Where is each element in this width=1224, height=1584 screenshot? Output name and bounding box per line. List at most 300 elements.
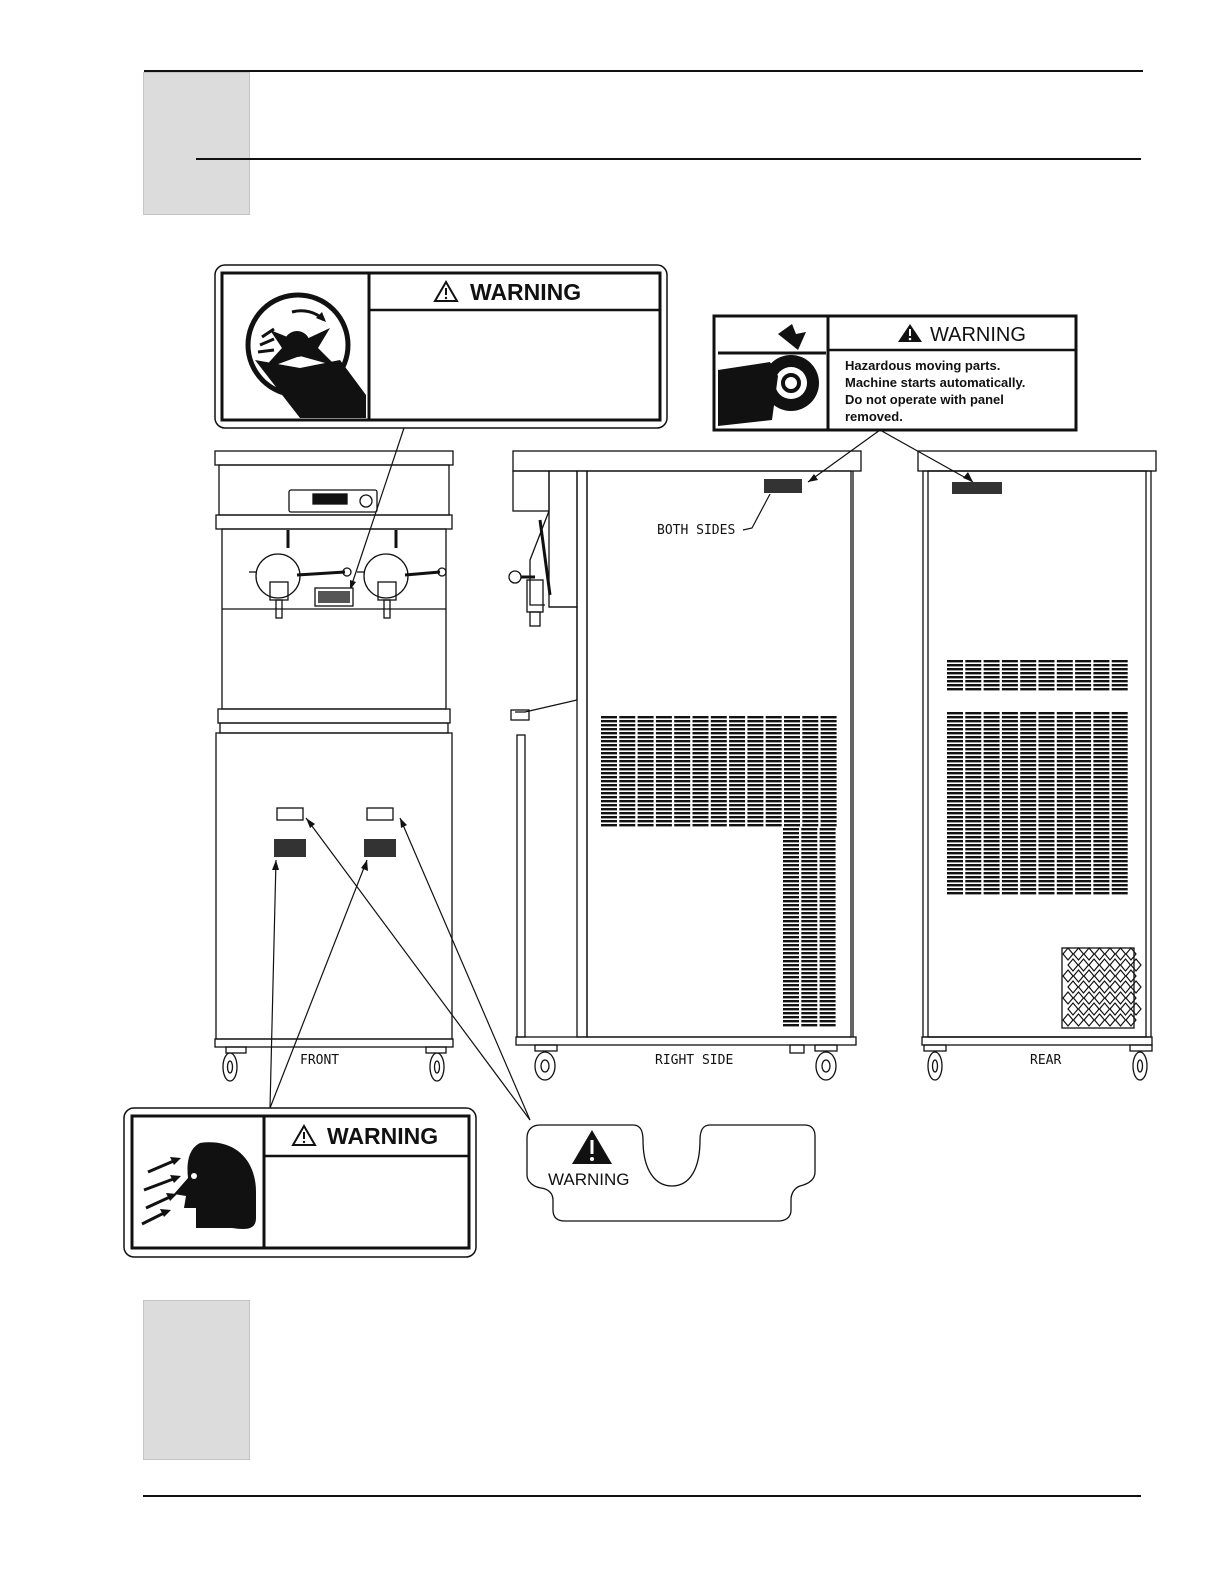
- vent-slot: [729, 824, 745, 826]
- vent-slot: [965, 772, 981, 774]
- vent-slot: [1112, 856, 1128, 858]
- vent-slot: [693, 736, 709, 738]
- vent-slot: [1039, 868, 1055, 870]
- vent-slot: [947, 832, 963, 834]
- vent-slot: [802, 764, 818, 766]
- vent-slot: [984, 792, 1000, 794]
- vent-slot: [766, 788, 782, 790]
- vent-slot: [638, 720, 654, 722]
- vent-slot: [984, 752, 1000, 754]
- vent-slot: [1039, 780, 1055, 782]
- vent-slot: [1093, 844, 1109, 846]
- vent-slot: [766, 740, 782, 742]
- vent-slot: [783, 976, 799, 978]
- vent-slot: [711, 792, 727, 794]
- vent-slot: [801, 984, 817, 986]
- vent-slot: [674, 788, 690, 790]
- vent-slot: [821, 768, 837, 770]
- vent-slot: [821, 736, 837, 738]
- vent-slot: [1057, 748, 1073, 750]
- vent-slot: [947, 848, 963, 850]
- vent-slot: [965, 780, 981, 782]
- vent-slot: [729, 768, 745, 770]
- vent-slot: [729, 720, 745, 722]
- vent-slot: [729, 776, 745, 778]
- vent-slot: [656, 808, 672, 810]
- vent-slot: [821, 720, 837, 722]
- vent-slot: [947, 756, 963, 758]
- vent-slot: [674, 808, 690, 810]
- vent-slot: [1020, 672, 1036, 674]
- rear-vent-grille: [947, 660, 1128, 894]
- vent-slot: [801, 884, 817, 886]
- vent-slot: [1020, 768, 1036, 770]
- vent-slot: [656, 716, 672, 718]
- vent-slot: [1093, 776, 1109, 778]
- vent-slot: [1057, 816, 1073, 818]
- vent-slot: [1075, 844, 1091, 846]
- vent-slot: [1039, 844, 1055, 846]
- vent-slot: [783, 840, 799, 842]
- vent-slot: [747, 824, 763, 826]
- vent-slot: [766, 792, 782, 794]
- vent-slot: [984, 776, 1000, 778]
- vent-slot: [711, 756, 727, 758]
- vent-slot: [1002, 768, 1018, 770]
- vent-slot: [693, 820, 709, 822]
- vent-slot: [783, 920, 799, 922]
- vent-slot: [1039, 788, 1055, 790]
- vent-slot: [729, 800, 745, 802]
- vent-slot: [674, 820, 690, 822]
- vent-slot: [1039, 832, 1055, 834]
- vent-slot: [711, 764, 727, 766]
- vent-slot: [784, 812, 800, 814]
- vent-slot: [601, 820, 617, 822]
- vent-slot: [601, 764, 617, 766]
- vent-slot: [984, 680, 1000, 682]
- vent-slot: [1020, 788, 1036, 790]
- vent-slot: [820, 992, 836, 994]
- vent-slot: [619, 760, 635, 762]
- vent-slot: [783, 1024, 799, 1026]
- vent-slot: [674, 792, 690, 794]
- vent-slot: [747, 748, 763, 750]
- vent-slot: [1075, 668, 1091, 670]
- vent-slot: [601, 800, 617, 802]
- vent-slot: [1112, 792, 1128, 794]
- vent-slot: [1093, 676, 1109, 678]
- vent-slot: [1093, 772, 1109, 774]
- vent-slot: [1057, 756, 1073, 758]
- vent-slot: [1075, 672, 1091, 674]
- vent-slot: [674, 736, 690, 738]
- vent-slot: [820, 844, 836, 846]
- vent-slot: [1020, 816, 1036, 818]
- vent-slot: [1002, 680, 1018, 682]
- vent-slot: [801, 912, 817, 914]
- vent-slot: [1075, 884, 1091, 886]
- vent-slot: [784, 720, 800, 722]
- vent-slot: [729, 716, 745, 718]
- vent-slot: [1002, 688, 1018, 690]
- vent-slot: [619, 716, 635, 718]
- vent-slot: [984, 828, 1000, 830]
- vent-slot: [766, 756, 782, 758]
- vent-slot: [1112, 724, 1128, 726]
- vent-slot: [656, 752, 672, 754]
- vent-slot: [747, 728, 763, 730]
- vent-slot: [783, 1000, 799, 1002]
- vent-slot: [801, 904, 817, 906]
- vent-slot: [947, 744, 963, 746]
- vent-slot: [1020, 732, 1036, 734]
- vent-slot: [1002, 876, 1018, 878]
- vent-slot: [1039, 768, 1055, 770]
- vent-slot: [656, 792, 672, 794]
- vent-slot: [947, 784, 963, 786]
- vent-slot: [801, 900, 817, 902]
- vent-slot: [965, 752, 981, 754]
- vent-slot: [747, 808, 763, 810]
- vent-slot: [1057, 888, 1073, 890]
- vent-slot: [947, 720, 963, 722]
- vent-slot: [1039, 716, 1055, 718]
- vent-slot: [619, 820, 635, 822]
- vent-slot: [783, 828, 799, 830]
- vent-slot: [1112, 732, 1128, 734]
- vent-slot: [947, 892, 963, 894]
- vent-slot: [1002, 736, 1018, 738]
- vent-slot: [766, 816, 782, 818]
- front-view-label: FRONT: [300, 1053, 340, 1068]
- vent-slot: [947, 812, 963, 814]
- vent-slot: [801, 908, 817, 910]
- vent-slot: [1020, 868, 1036, 870]
- vent-slot: [802, 744, 818, 746]
- vent-slot: [1112, 872, 1128, 874]
- vent-slot: [674, 780, 690, 782]
- vent-slot: [711, 760, 727, 762]
- vent-slot: [1057, 800, 1073, 802]
- vent-slot: [947, 776, 963, 778]
- vent-slot: [1093, 856, 1109, 858]
- vent-slot: [783, 852, 799, 854]
- vent-slot: [693, 724, 709, 726]
- vent-slot: [1039, 676, 1055, 678]
- vent-slot: [1002, 816, 1018, 818]
- vent-slot: [1020, 660, 1036, 662]
- vent-slot: [820, 928, 836, 930]
- vent-slot: [1075, 776, 1091, 778]
- vent-slot: [1002, 780, 1018, 782]
- vent-slot: [947, 884, 963, 886]
- vent-slot: [947, 824, 963, 826]
- vent-slot: [1002, 880, 1018, 882]
- vent-slot: [1020, 676, 1036, 678]
- vent-slot: [802, 716, 818, 718]
- vent-slot: [1039, 664, 1055, 666]
- vent-slot: [1002, 784, 1018, 786]
- vent-slot: [601, 808, 617, 810]
- vent-slot: [965, 816, 981, 818]
- vent-slot: [821, 716, 837, 718]
- vent-slot: [1020, 864, 1036, 866]
- vent-slot: [801, 924, 817, 926]
- vent-slot: [619, 792, 635, 794]
- vent-slot: [619, 776, 635, 778]
- vent-slot: [1002, 756, 1018, 758]
- vent-slot: [656, 776, 672, 778]
- vent-slot: [656, 820, 672, 822]
- vent-slot: [965, 844, 981, 846]
- vent-slot: [801, 992, 817, 994]
- vent-slot: [1002, 864, 1018, 866]
- front-view: [215, 451, 453, 1081]
- vent-slot: [820, 872, 836, 874]
- vent-slot: [1039, 824, 1055, 826]
- vent-slot: [947, 880, 963, 882]
- vent-slot: [1075, 720, 1091, 722]
- vent-slot: [1057, 876, 1073, 878]
- vent-slot: [601, 796, 617, 798]
- vent-slot: [766, 760, 782, 762]
- vent-slot: [1093, 816, 1109, 818]
- vent-slot: [693, 776, 709, 778]
- vent-slot: [1020, 764, 1036, 766]
- vent-slot: [820, 924, 836, 926]
- vent-slot: [674, 728, 690, 730]
- vent-slot: [802, 740, 818, 742]
- vent-slot: [601, 716, 617, 718]
- vent-slot: [984, 764, 1000, 766]
- vent-slot: [1002, 788, 1018, 790]
- vent-slot: [693, 816, 709, 818]
- vent-slot: [784, 736, 800, 738]
- vent-slot: [947, 860, 963, 862]
- vent-slot: [783, 988, 799, 990]
- vent-slot: [1093, 884, 1109, 886]
- vent-slot: [711, 728, 727, 730]
- vent-slot: [1020, 680, 1036, 682]
- vent-slot: [1057, 688, 1073, 690]
- vent-slot: [801, 860, 817, 862]
- vent-slot: [1039, 740, 1055, 742]
- vent-slot: [1020, 716, 1036, 718]
- vent-slot: [1020, 720, 1036, 722]
- vent-slot: [729, 808, 745, 810]
- vent-slot: [783, 876, 799, 878]
- vent-slot: [802, 756, 818, 758]
- vent-slot: [784, 716, 800, 718]
- vent-slot: [783, 944, 799, 946]
- vent-slot: [1112, 784, 1128, 786]
- vent-slot: [802, 732, 818, 734]
- vent-slot: [984, 784, 1000, 786]
- vent-slot: [784, 776, 800, 778]
- vent-slot: [1075, 804, 1091, 806]
- vent-slot: [784, 728, 800, 730]
- vent-slot: [784, 804, 800, 806]
- vent-slot: [802, 780, 818, 782]
- vent-slot: [984, 772, 1000, 774]
- vent-slot: [656, 816, 672, 818]
- vent-slot: [783, 932, 799, 934]
- vent-slot: [1057, 752, 1073, 754]
- vent-slot: [965, 716, 981, 718]
- vent-slot: [784, 764, 800, 766]
- vent-slot: [619, 796, 635, 798]
- vent-slot: [965, 840, 981, 842]
- vent-slot: [1039, 872, 1055, 874]
- vent-slot: [1112, 824, 1128, 826]
- vent-slot: [783, 1016, 799, 1018]
- vent-slot: [674, 760, 690, 762]
- vent-slot: [1020, 800, 1036, 802]
- vent-slot: [674, 824, 690, 826]
- vent-slot: [1020, 832, 1036, 834]
- vent-slot: [784, 744, 800, 746]
- vent-slot: [1112, 892, 1128, 894]
- vent-slot: [801, 852, 817, 854]
- vent-slot: [801, 1024, 817, 1026]
- vent-slot: [820, 1000, 836, 1002]
- vent-slot: [947, 728, 963, 730]
- vent-slot: [984, 812, 1000, 814]
- vent-slot: [601, 748, 617, 750]
- vent-slot: [1002, 872, 1018, 874]
- vent-slot: [693, 728, 709, 730]
- vent-slot: [1020, 712, 1036, 714]
- vent-slot: [693, 796, 709, 798]
- vent-slot: [711, 784, 727, 786]
- vent-slot: [1057, 728, 1073, 730]
- vent-slot: [820, 1004, 836, 1006]
- vent-slot: [1112, 804, 1128, 806]
- vent-slot: [801, 864, 817, 866]
- vent-slot: [1112, 812, 1128, 814]
- vent-slot: [984, 824, 1000, 826]
- vent-slot: [1075, 664, 1091, 666]
- vent-slot: [638, 740, 654, 742]
- vent-slot: [747, 804, 763, 806]
- vent-slot: [601, 752, 617, 754]
- vent-slot: [820, 944, 836, 946]
- vent-slot: [1093, 792, 1109, 794]
- vent-slot: [802, 800, 818, 802]
- vent-slot: [1002, 856, 1018, 858]
- vent-slot: [1002, 712, 1018, 714]
- vent-slot: [947, 872, 963, 874]
- vent-slot: [1057, 868, 1073, 870]
- vent-slot: [1057, 764, 1073, 766]
- vent-slot: [801, 876, 817, 878]
- vent-slot: [1020, 836, 1036, 838]
- vent-slot: [747, 764, 763, 766]
- vent-slot: [1093, 824, 1109, 826]
- vent-slot: [693, 808, 709, 810]
- vent-slot: [1093, 828, 1109, 830]
- vent-slot: [984, 688, 1000, 690]
- vent-slot: [1002, 848, 1018, 850]
- vent-slot: [619, 768, 635, 770]
- vent-slot: [1039, 860, 1055, 862]
- vent-slot: [766, 824, 782, 826]
- right-warning-decal: [714, 316, 1076, 430]
- vent-slot: [638, 780, 654, 782]
- vent-slot: [783, 864, 799, 866]
- vent-slot: [1112, 844, 1128, 846]
- vent-slot: [802, 768, 818, 770]
- vent-slot: [820, 912, 836, 914]
- vent-slot: [766, 784, 782, 786]
- vent-slot: [820, 940, 836, 942]
- vent-slot: [1002, 884, 1018, 886]
- vent-slot: [638, 784, 654, 786]
- vent-slot: [947, 844, 963, 846]
- vent-slot: [1057, 848, 1073, 850]
- vent-slot: [947, 800, 963, 802]
- vent-slot: [1075, 860, 1091, 862]
- vent-slot: [1057, 720, 1073, 722]
- vent-slot: [802, 816, 818, 818]
- vent-slot: [1039, 752, 1055, 754]
- vent-slot: [821, 744, 837, 746]
- right-warning-line-3: Do not operate with panel: [845, 392, 1004, 407]
- vent-slot: [947, 852, 963, 854]
- vent-slot: [638, 724, 654, 726]
- vent-slot: [947, 788, 963, 790]
- vent-slot: [693, 824, 709, 826]
- vent-slot: [1093, 712, 1109, 714]
- vent-slot: [711, 804, 727, 806]
- vent-slot: [984, 684, 1000, 686]
- vent-slot: [693, 756, 709, 758]
- vent-slot: [674, 764, 690, 766]
- vent-slot: [601, 776, 617, 778]
- vent-slot: [965, 884, 981, 886]
- vent-slot: [801, 840, 817, 842]
- vent-slot: [1075, 676, 1091, 678]
- vent-slot: [1075, 744, 1091, 746]
- vent-slot: [1002, 840, 1018, 842]
- vent-slot: [747, 792, 763, 794]
- vent-slot: [656, 736, 672, 738]
- vent-slot: [820, 880, 836, 882]
- vent-slot: [1075, 840, 1091, 842]
- vent-slot: [965, 764, 981, 766]
- vent-slot: [802, 820, 818, 822]
- vent-slot: [947, 796, 963, 798]
- vent-slot: [1020, 848, 1036, 850]
- vent-slot: [693, 716, 709, 718]
- vent-slot: [674, 756, 690, 758]
- vent-slot: [601, 724, 617, 726]
- vent-slot: [1002, 668, 1018, 670]
- vent-slot: [1002, 892, 1018, 894]
- vent-slot: [1039, 820, 1055, 822]
- vent-slot: [801, 828, 817, 830]
- vent-slot: [801, 888, 817, 890]
- vent-slot: [965, 744, 981, 746]
- vent-slot: [1075, 888, 1091, 890]
- vent-slot: [801, 960, 817, 962]
- vent-slot: [965, 676, 981, 678]
- vent-slot: [820, 968, 836, 970]
- vent-slot: [984, 748, 1000, 750]
- vent-slot: [984, 660, 1000, 662]
- vent-slot: [801, 944, 817, 946]
